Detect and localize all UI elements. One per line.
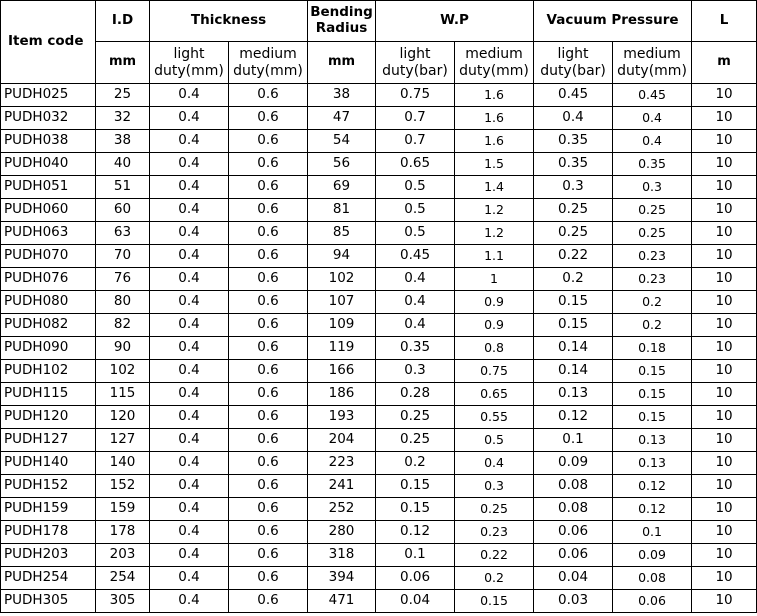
vacuum-light-cell: 0.14: [534, 337, 613, 360]
item-code-cell: PUDH159: [1, 498, 96, 521]
length-cell: 10: [692, 291, 757, 314]
vacuum-light-cell: 0.35: [534, 153, 613, 176]
header-thickness-medium: [229, 42, 308, 84]
item-code-cell: PUDH115: [1, 383, 96, 406]
vacuum-medium-cell: 0.1: [613, 521, 692, 544]
header-thickness: Thickness: [150, 1, 308, 42]
id-cell: 140: [96, 452, 150, 475]
wp-light-cell: 0.5: [376, 176, 455, 199]
vacuum-medium-cell: 0.35: [613, 153, 692, 176]
vacuum-light-cell: 0.08: [534, 498, 613, 521]
wp-light-cell: 0.1: [376, 544, 455, 567]
length-cell: 10: [692, 521, 757, 544]
length-cell: 10: [692, 222, 757, 245]
vacuum-light-cell: 0.25: [534, 199, 613, 222]
thickness-medium-cell: 0.6: [229, 130, 308, 153]
wp-medium-cell: 0.15: [455, 590, 534, 613]
vacuum-medium-cell: 0.18: [613, 337, 692, 360]
thickness-medium-cell: 0.6: [229, 153, 308, 176]
wp-medium-cell: 1.6: [455, 84, 534, 107]
vacuum-medium-cell: 0.2: [613, 314, 692, 337]
wp-medium-cell: 1.6: [455, 130, 534, 153]
thickness-light-cell: 0.4: [150, 337, 229, 360]
thickness-light-cell: 0.4: [150, 383, 229, 406]
length-cell: 10: [692, 176, 757, 199]
header-vacuum-light-line2: duty(bar): [540, 62, 606, 79]
wp-light-cell: 0.7: [376, 130, 455, 153]
item-code-cell: PUDH025: [1, 84, 96, 107]
item-code-cell: PUDH040: [1, 153, 96, 176]
thickness-light-cell: 0.4: [150, 590, 229, 613]
table-row: [1, 498, 757, 521]
thickness-medium-cell: 0.6: [229, 475, 308, 498]
wp-medium-cell: 0.3: [455, 475, 534, 498]
header-wp-light-line1: light: [399, 46, 431, 63]
bending-radius-cell: 54: [308, 130, 376, 153]
length-cell: 10: [692, 337, 757, 360]
vacuum-light-cell: 0.08: [534, 475, 613, 498]
id-cell: 63: [96, 222, 150, 245]
vacuum-medium-cell: 0.13: [613, 452, 692, 475]
wp-light-cell: 0.15: [376, 498, 455, 521]
thickness-medium-cell: 0.6: [229, 567, 308, 590]
bending-radius-cell: 166: [308, 360, 376, 383]
bending-radius-cell: 241: [308, 475, 376, 498]
item-code-cell: PUDH254: [1, 567, 96, 590]
item-code-cell: PUDH060: [1, 199, 96, 222]
vacuum-light-cell: 0.15: [534, 291, 613, 314]
wp-light-cell: 0.3: [376, 360, 455, 383]
thickness-medium-cell: 0.6: [229, 222, 308, 245]
wp-light-cell: 0.2: [376, 452, 455, 475]
thickness-light-cell: 0.4: [150, 84, 229, 107]
vacuum-medium-cell: 0.3: [613, 176, 692, 199]
thickness-light-cell: 0.4: [150, 429, 229, 452]
bending-radius-cell: 193: [308, 406, 376, 429]
id-cell: 90: [96, 337, 150, 360]
item-code-cell: PUDH102: [1, 360, 96, 383]
vacuum-light-cell: 0.13: [534, 383, 613, 406]
thickness-medium-cell: 0.6: [229, 314, 308, 337]
wp-light-cell: 0.75: [376, 84, 455, 107]
thickness-medium-cell: 0.6: [229, 245, 308, 268]
table-row: [1, 452, 757, 475]
thickness-light-cell: 0.4: [150, 498, 229, 521]
thickness-light-cell: 0.4: [150, 268, 229, 291]
wp-light-cell: 0.06: [376, 567, 455, 590]
vacuum-medium-cell: 0.15: [613, 360, 692, 383]
bending-radius-cell: 280: [308, 521, 376, 544]
thickness-medium-cell: 0.6: [229, 521, 308, 544]
vacuum-medium-cell: 0.09: [613, 544, 692, 567]
header-wp-light: [376, 42, 455, 84]
id-cell: 152: [96, 475, 150, 498]
wp-light-cell: 0.15: [376, 475, 455, 498]
bending-radius-cell: 252: [308, 498, 376, 521]
item-code-cell: PUDH090: [1, 337, 96, 360]
wp-medium-cell: 1.1: [455, 245, 534, 268]
header-bending-radius: [308, 1, 376, 42]
wp-medium-cell: 1.2: [455, 199, 534, 222]
thickness-medium-cell: 0.6: [229, 176, 308, 199]
bending-radius-cell: 107: [308, 291, 376, 314]
vacuum-medium-cell: 0.45: [613, 84, 692, 107]
bending-radius-cell: 94: [308, 245, 376, 268]
table-row: [1, 360, 757, 383]
wp-light-cell: 0.65: [376, 153, 455, 176]
thickness-light-cell: 0.4: [150, 222, 229, 245]
header-vacuum-medium-line2: duty(mm): [617, 62, 687, 79]
id-cell: 102: [96, 360, 150, 383]
item-code-cell: PUDH070: [1, 245, 96, 268]
id-cell: 32: [96, 107, 150, 130]
vacuum-light-cell: 0.06: [534, 544, 613, 567]
length-cell: 10: [692, 153, 757, 176]
item-code-cell: PUDH305: [1, 590, 96, 613]
length-cell: 10: [692, 268, 757, 291]
thickness-light-cell: 0.4: [150, 567, 229, 590]
vacuum-medium-cell: 0.06: [613, 590, 692, 613]
bending-radius-cell: 204: [308, 429, 376, 452]
bending-radius-cell: 85: [308, 222, 376, 245]
length-cell: 10: [692, 452, 757, 475]
item-code-cell: PUDH051: [1, 176, 96, 199]
wp-light-cell: 0.4: [376, 268, 455, 291]
item-code-cell: PUDH140: [1, 452, 96, 475]
header-thickness-light-line2: duty(mm): [154, 62, 224, 79]
vacuum-medium-cell: 0.12: [613, 498, 692, 521]
header-wp-medium-line1: medium: [465, 46, 523, 63]
id-cell: 254: [96, 567, 150, 590]
thickness-light-cell: 0.4: [150, 176, 229, 199]
id-cell: 60: [96, 199, 150, 222]
wp-medium-cell: 0.25: [455, 498, 534, 521]
thickness-medium-cell: 0.6: [229, 268, 308, 291]
length-cell: 10: [692, 429, 757, 452]
thickness-medium-cell: 0.6: [229, 84, 308, 107]
thickness-light-cell: 0.4: [150, 314, 229, 337]
bending-radius-cell: 109: [308, 314, 376, 337]
bending-radius-cell: 119: [308, 337, 376, 360]
id-cell: 70: [96, 245, 150, 268]
wp-medium-cell: 0.65: [455, 383, 534, 406]
length-cell: 10: [692, 199, 757, 222]
header-wp-medium-line2: duty(mm): [459, 62, 529, 79]
wp-medium-cell: 0.4: [455, 452, 534, 475]
length-cell: 10: [692, 590, 757, 613]
id-cell: 203: [96, 544, 150, 567]
header-bending-radius-line1: Bending: [310, 4, 373, 21]
header-vacuum-light: [534, 42, 613, 84]
thickness-light-cell: 0.4: [150, 406, 229, 429]
header-item-code: Item code: [1, 1, 96, 84]
vacuum-medium-cell: 0.25: [613, 199, 692, 222]
header-thickness-light-line1: light: [173, 46, 205, 63]
length-cell: 10: [692, 544, 757, 567]
item-code-cell: PUDH038: [1, 130, 96, 153]
thickness-light-cell: 0.4: [150, 199, 229, 222]
wp-medium-cell: 1.2: [455, 222, 534, 245]
wp-light-cell: 0.25: [376, 429, 455, 452]
length-cell: 10: [692, 498, 757, 521]
length-cell: 10: [692, 130, 757, 153]
vacuum-medium-cell: 0.13: [613, 429, 692, 452]
wp-light-cell: 0.5: [376, 222, 455, 245]
vacuum-light-cell: 0.14: [534, 360, 613, 383]
vacuum-light-cell: 0.35: [534, 130, 613, 153]
header-length: L: [692, 1, 757, 42]
bending-radius-cell: 69: [308, 176, 376, 199]
wp-medium-cell: 0.9: [455, 314, 534, 337]
length-cell: 10: [692, 475, 757, 498]
header-thickness-medium-line2: duty(mm): [233, 62, 303, 79]
wp-light-cell: 0.35: [376, 337, 455, 360]
table-row: [1, 107, 757, 130]
length-cell: 10: [692, 406, 757, 429]
header-wp-medium: [455, 42, 534, 84]
length-cell: 10: [692, 383, 757, 406]
bending-radius-cell: 394: [308, 567, 376, 590]
table-row: [1, 130, 757, 153]
header-bending-radius-line2: Radius: [315, 20, 368, 36]
vacuum-light-cell: 0.3: [534, 176, 613, 199]
bending-radius-cell: 81: [308, 199, 376, 222]
wp-light-cell: 0.5: [376, 199, 455, 222]
wp-medium-cell: 1: [455, 268, 534, 291]
id-cell: 159: [96, 498, 150, 521]
id-cell: 305: [96, 590, 150, 613]
item-code-cell: PUDH127: [1, 429, 96, 452]
table-row: [1, 176, 757, 199]
wp-medium-cell: 0.5: [455, 429, 534, 452]
id-cell: 115: [96, 383, 150, 406]
vacuum-medium-cell: 0.15: [613, 383, 692, 406]
thickness-light-cell: 0.4: [150, 107, 229, 130]
thickness-medium-cell: 0.6: [229, 406, 308, 429]
bending-radius-cell: 38: [308, 84, 376, 107]
item-code-cell: PUDH178: [1, 521, 96, 544]
header-wp-light-line2: duty(bar): [382, 62, 448, 79]
header-id-unit: mm: [96, 42, 150, 84]
header-vacuum-pressure: Vacuum Pressure: [534, 1, 692, 42]
length-cell: 10: [692, 245, 757, 268]
table-row: [1, 567, 757, 590]
table-row: [1, 314, 757, 337]
header-id: I.D: [96, 1, 150, 42]
vacuum-light-cell: 0.4: [534, 107, 613, 130]
wp-medium-cell: 0.8: [455, 337, 534, 360]
vacuum-light-cell: 0.12: [534, 406, 613, 429]
item-code-cell: PUDH032: [1, 107, 96, 130]
bending-radius-cell: 318: [308, 544, 376, 567]
vacuum-medium-cell: 0.4: [613, 107, 692, 130]
header-thickness-medium-line1: medium: [239, 46, 297, 63]
id-cell: 40: [96, 153, 150, 176]
wp-light-cell: 0.45: [376, 245, 455, 268]
vacuum-light-cell: 0.25: [534, 222, 613, 245]
vacuum-medium-cell: 0.12: [613, 475, 692, 498]
item-code-cell: PUDH152: [1, 475, 96, 498]
table-row: [1, 222, 757, 245]
thickness-medium-cell: 0.6: [229, 337, 308, 360]
wp-medium-cell: 0.22: [455, 544, 534, 567]
vacuum-light-cell: 0.09: [534, 452, 613, 475]
item-code-cell: PUDH082: [1, 314, 96, 337]
thickness-medium-cell: 0.6: [229, 360, 308, 383]
header-row-2: [1, 42, 757, 84]
wp-light-cell: 0.25: [376, 406, 455, 429]
thickness-medium-cell: 0.6: [229, 291, 308, 314]
wp-medium-cell: 0.75: [455, 360, 534, 383]
length-cell: 10: [692, 107, 757, 130]
bending-radius-cell: 47: [308, 107, 376, 130]
header-row-1: [1, 1, 757, 42]
wp-light-cell: 0.4: [376, 314, 455, 337]
vacuum-medium-cell: 0.4: [613, 130, 692, 153]
header-thickness-light: [150, 42, 229, 84]
header-vacuum-medium-line1: medium: [623, 46, 681, 63]
vacuum-light-cell: 0.06: [534, 521, 613, 544]
thickness-light-cell: 0.4: [150, 153, 229, 176]
vacuum-medium-cell: 0.2: [613, 291, 692, 314]
length-cell: 10: [692, 567, 757, 590]
wp-light-cell: 0.12: [376, 521, 455, 544]
thickness-light-cell: 0.4: [150, 360, 229, 383]
vacuum-light-cell: 0.22: [534, 245, 613, 268]
wp-medium-cell: 1.6: [455, 107, 534, 130]
wp-medium-cell: 0.23: [455, 521, 534, 544]
vacuum-medium-cell: 0.08: [613, 567, 692, 590]
table-row: [1, 153, 757, 176]
id-cell: 38: [96, 130, 150, 153]
item-code-cell: PUDH120: [1, 406, 96, 429]
bending-radius-cell: 186: [308, 383, 376, 406]
thickness-light-cell: 0.4: [150, 130, 229, 153]
thickness-light-cell: 0.4: [150, 291, 229, 314]
vacuum-light-cell: 0.15: [534, 314, 613, 337]
vacuum-medium-cell: 0.25: [613, 222, 692, 245]
table-row: [1, 84, 757, 107]
length-cell: 10: [692, 84, 757, 107]
id-cell: 76: [96, 268, 150, 291]
id-cell: 127: [96, 429, 150, 452]
wp-medium-cell: 1.5: [455, 153, 534, 176]
thickness-medium-cell: 0.6: [229, 498, 308, 521]
wp-light-cell: 0.4: [376, 291, 455, 314]
length-cell: 10: [692, 314, 757, 337]
wp-medium-cell: 0.9: [455, 291, 534, 314]
header-vacuum-medium: [613, 42, 692, 84]
length-cell: 10: [692, 360, 757, 383]
item-code-cell: PUDH076: [1, 268, 96, 291]
bending-radius-cell: 223: [308, 452, 376, 475]
table-row: [1, 406, 757, 429]
item-code-cell: PUDH063: [1, 222, 96, 245]
table-row: [1, 245, 757, 268]
bending-radius-cell: 471: [308, 590, 376, 613]
header-length-unit: m: [692, 42, 757, 84]
thickness-medium-cell: 0.6: [229, 199, 308, 222]
vacuum-light-cell: 0.04: [534, 567, 613, 590]
item-code-cell: PUDH203: [1, 544, 96, 567]
wp-medium-cell: 0.55: [455, 406, 534, 429]
thickness-medium-cell: 0.6: [229, 383, 308, 406]
thickness-light-cell: 0.4: [150, 452, 229, 475]
table-row: [1, 199, 757, 222]
thickness-medium-cell: 0.6: [229, 452, 308, 475]
wp-light-cell: 0.28: [376, 383, 455, 406]
vacuum-light-cell: 0.03: [534, 590, 613, 613]
id-cell: 82: [96, 314, 150, 337]
table-row: [1, 544, 757, 567]
wp-medium-cell: 1.4: [455, 176, 534, 199]
vacuum-medium-cell: 0.15: [613, 406, 692, 429]
thickness-light-cell: 0.4: [150, 521, 229, 544]
vacuum-light-cell: 0.45: [534, 84, 613, 107]
id-cell: 178: [96, 521, 150, 544]
table-body: [1, 84, 757, 613]
table-row: [1, 521, 757, 544]
item-code-cell: PUDH080: [1, 291, 96, 314]
id-cell: 25: [96, 84, 150, 107]
wp-light-cell: 0.7: [376, 107, 455, 130]
thickness-medium-cell: 0.6: [229, 429, 308, 452]
bending-radius-cell: 102: [308, 268, 376, 291]
id-cell: 120: [96, 406, 150, 429]
thickness-medium-cell: 0.6: [229, 107, 308, 130]
table-row: [1, 268, 757, 291]
vacuum-medium-cell: 0.23: [613, 245, 692, 268]
wp-medium-cell: 0.2: [455, 567, 534, 590]
vacuum-light-cell: 0.2: [534, 268, 613, 291]
bending-radius-cell: 56: [308, 153, 376, 176]
table-row: [1, 383, 757, 406]
thickness-light-cell: 0.4: [150, 544, 229, 567]
vacuum-medium-cell: 0.23: [613, 268, 692, 291]
table-row: [1, 475, 757, 498]
thickness-light-cell: 0.4: [150, 245, 229, 268]
id-cell: 80: [96, 291, 150, 314]
thickness-medium-cell: 0.6: [229, 590, 308, 613]
thickness-light-cell: 0.4: [150, 475, 229, 498]
thickness-medium-cell: 0.6: [229, 544, 308, 567]
table-row: [1, 590, 757, 613]
table-row: [1, 429, 757, 452]
header-wp: W.P: [376, 1, 534, 42]
vacuum-light-cell: 0.1: [534, 429, 613, 452]
header-bending-radius-unit: mm: [308, 42, 376, 84]
table-row: [1, 291, 757, 314]
table-row: [1, 337, 757, 360]
wp-light-cell: 0.04: [376, 590, 455, 613]
header-vacuum-light-line1: light: [557, 46, 589, 63]
id-cell: 51: [96, 176, 150, 199]
